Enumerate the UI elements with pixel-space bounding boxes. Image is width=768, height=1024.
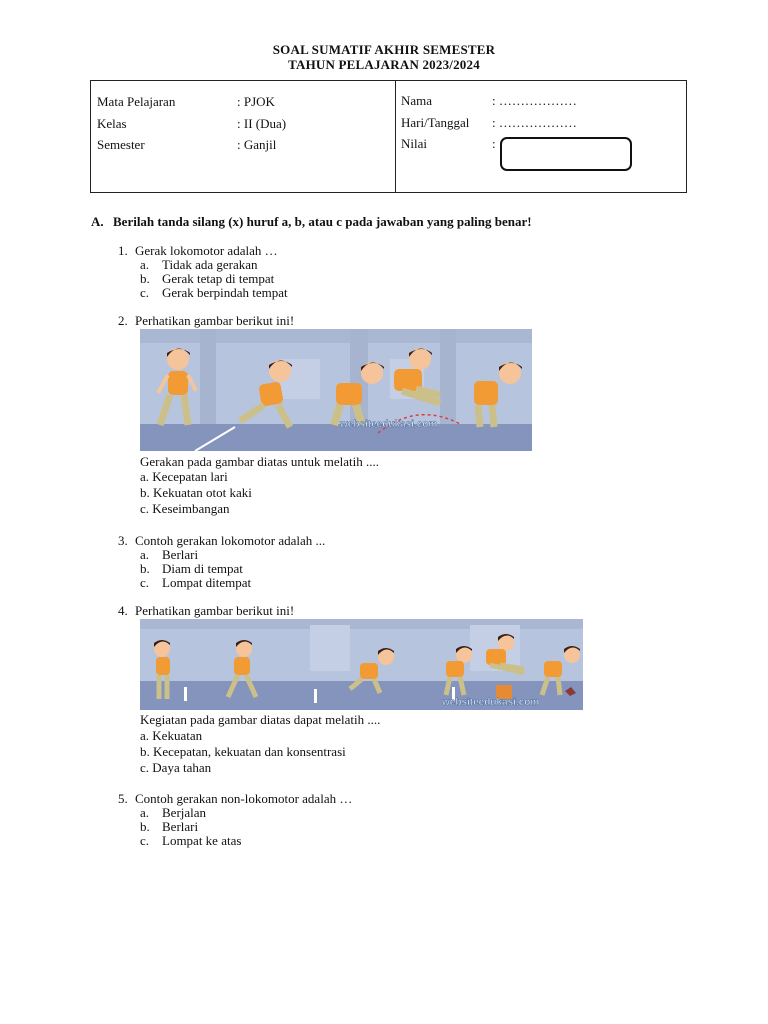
section-letter: A. — [91, 214, 104, 229]
option-letter: c. — [140, 575, 150, 590]
image-watermark: websiteedukasi.com — [340, 419, 438, 430]
exam-title: SOAL SUMATIF AKHIR SEMESTER — [272, 42, 496, 57]
question-number: 5. — [118, 791, 128, 806]
option-text: Daya tahan — [152, 760, 212, 775]
instruction-text: Berilah tanda silang (x) huruf a, b, atau c pada jawaban yang paling benar! — [113, 214, 532, 229]
option-letter: a. — [140, 805, 150, 820]
question-text: Contoh gerakan non-lokomotor adalah … — [135, 791, 353, 806]
option-4c[interactable] — [140, 760, 211, 776]
question-text: Gerak lokomotor adalah … — [135, 243, 278, 258]
option-letter: a. — [140, 469, 150, 484]
semester-value: : Ganjil — [237, 137, 277, 152]
option-letter: c. — [140, 501, 150, 516]
question-number: 4. — [118, 603, 128, 618]
question-text: Perhatikan gambar berikut ini! — [135, 313, 295, 328]
option-5c[interactable] — [140, 833, 241, 849]
section-a-instruction — [91, 214, 532, 230]
name-label: Nama — [401, 93, 433, 108]
question-4-prompt: Kegiatan pada gambar diatas dapat melatih .... — [140, 712, 381, 727]
option-text: Gerak berpindah tempat — [162, 285, 288, 300]
option-text: Kecepatan lari — [152, 469, 228, 484]
exam-year: TAHUN PELAJARAN 2023/2024 — [288, 57, 480, 72]
option-letter: b. — [140, 819, 150, 834]
image-watermark: websiteedukasi.com — [442, 697, 540, 708]
question-2 — [118, 313, 294, 329]
score-label: Nilai — [401, 136, 427, 151]
option-2a[interactable] — [140, 469, 228, 485]
option-text: Kekuatan otot kaki — [153, 485, 252, 500]
option-letter: c. — [140, 285, 150, 300]
class-label: Kelas — [97, 116, 127, 131]
option-1c[interactable] — [140, 285, 288, 301]
option-letter: b. — [140, 561, 150, 576]
option-text: Kecepatan, kekuatan dan konsentrasi — [153, 744, 346, 759]
hop-jump-illustration — [140, 619, 583, 710]
option-text: Tidak ada gerakan — [162, 257, 258, 272]
question-text: Perhatikan gambar berikut ini! — [135, 603, 295, 618]
option-2c[interactable] — [140, 501, 230, 517]
option-text: Lompat ditempat — [162, 575, 252, 590]
option-text: Berlari — [162, 547, 199, 562]
info-divider — [395, 81, 396, 192]
option-4b[interactable] — [140, 744, 346, 760]
option-letter: a. — [140, 728, 150, 743]
question-2-prompt: Gerakan pada gambar diatas untuk melatih .... — [140, 454, 379, 469]
student-info-box — [90, 80, 687, 193]
long-jump-illustration — [140, 329, 532, 451]
question-number: 1. — [118, 243, 128, 258]
score-colon: : — [492, 136, 496, 151]
option-2b[interactable] — [140, 485, 252, 501]
score-box[interactable] — [500, 137, 632, 171]
option-text: Gerak tetap di tempat — [162, 271, 275, 286]
option-letter: c. — [140, 760, 150, 775]
option-letter: a. — [140, 257, 150, 272]
date-label: Hari/Tanggal — [401, 115, 470, 130]
option-4a[interactable] — [140, 728, 202, 744]
subject-label: Mata Pelajaran — [97, 94, 176, 109]
question-number: 3. — [118, 533, 128, 548]
semester-label: Semester — [97, 137, 145, 152]
option-text: Kekuatan — [152, 728, 203, 743]
option-text: Lompat ke atas — [162, 833, 242, 848]
class-value: : II (Dua) — [237, 116, 287, 131]
option-letter: b. — [140, 744, 150, 759]
option-letter: a. — [140, 547, 150, 562]
question-4 — [118, 603, 294, 619]
option-text: Berlari — [162, 819, 199, 834]
option-letter: b. — [140, 271, 150, 286]
date-field[interactable]: : ……………… — [492, 115, 577, 130]
option-letter: b. — [140, 485, 150, 500]
subject-value: : PJOK — [237, 94, 275, 109]
question-text: Contoh gerakan lokomotor adalah ... — [135, 533, 326, 548]
option-text: Berjalan — [162, 805, 207, 820]
option-text: Diam di tempat — [162, 561, 243, 576]
name-field[interactable]: : ……………… — [492, 93, 577, 108]
option-3c[interactable] — [140, 575, 251, 591]
option-text: Keseimbangan — [152, 501, 230, 516]
illustration-floor — [140, 424, 532, 451]
question-number: 2. — [118, 313, 128, 328]
option-letter: c. — [140, 833, 150, 848]
